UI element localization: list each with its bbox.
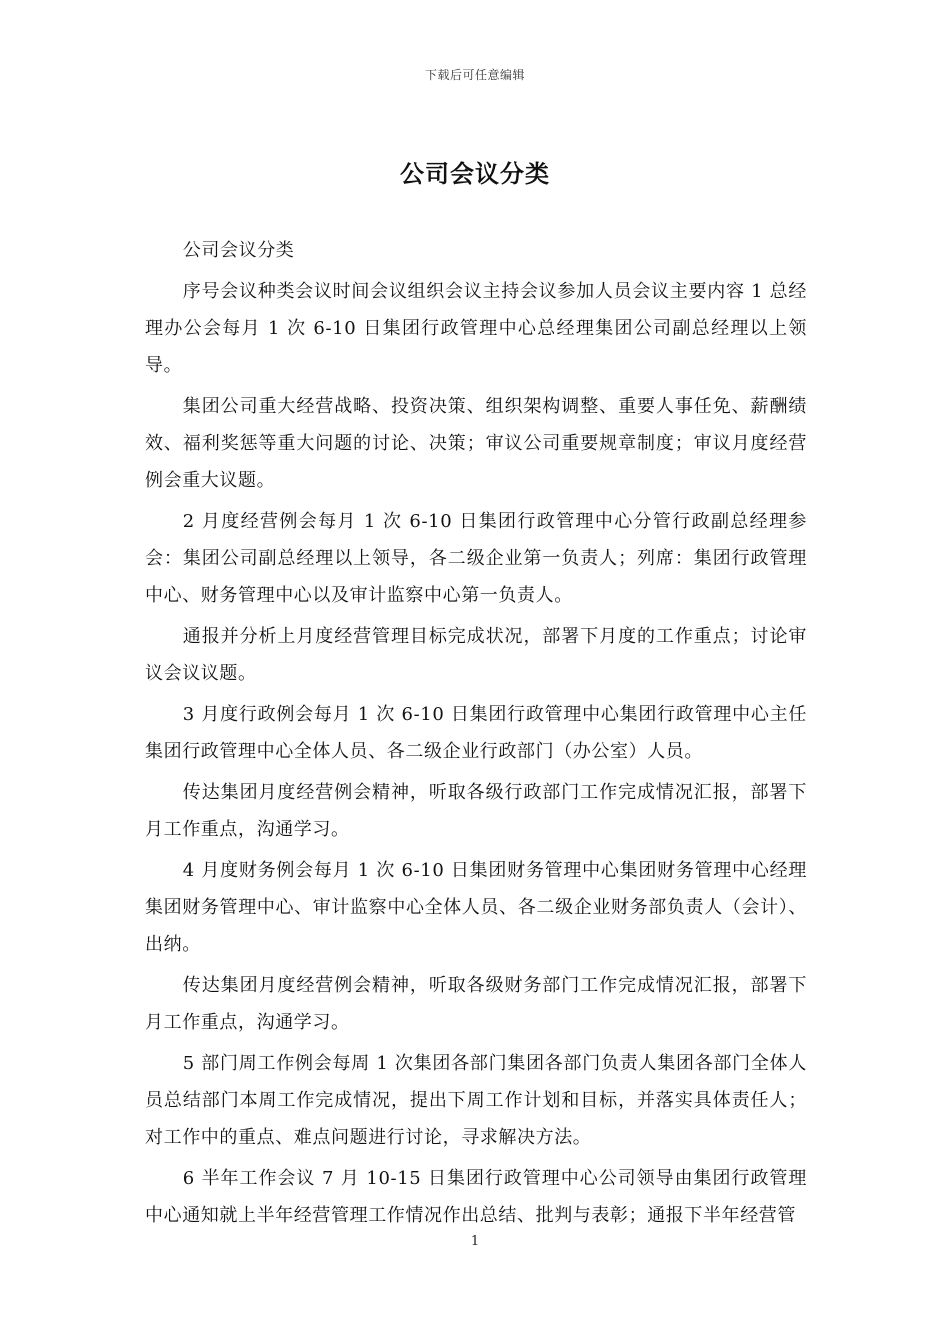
page-header-note: 下载后可任意编辑 bbox=[424, 68, 525, 82]
paragraph: 序号会议种类会议时间会议组织会议主持会议参加人员会议主要内容 1 总经理办公会每月 1 次 6-10 日集团行政管理中心总经理集团公司副总经理以上领导。 bbox=[145, 281, 807, 376]
paragraph: 6 半年工作会议 7 月 10-15 日集团行政管理中心公司领导由集团行政管理中心通知就上半年经营管理工作情况作出总结、批判与表彰；通报下半年经营管 bbox=[145, 1168, 807, 1226]
page-number: 1 bbox=[470, 1234, 480, 1249]
paragraph: 传达集团月度经营例会精神，听取各级行政部门工作完成情况汇报，部署下月工作重点，沟通学习。 bbox=[145, 782, 807, 840]
paragraph: 通报并分析上月度经营管理目标完成状况，部署下月度的工作重点；讨论审议会议议题。 bbox=[145, 626, 807, 684]
paragraph: 集团公司重大经营战略、投资决策、组织架构调整、重要人事任免、薪酬绩效、福利奖惩等重大问题的讨论、决策；审议公司重要规章制度；审议月度经营例会重大议题。 bbox=[145, 396, 807, 491]
paragraph: 2 月度经营例会每月 1 次 6-10 日集团行政管理中心分管行政副总经理参会：集团公司副总经理以上领导，各二级企业第一负责人；列席：集团行政管理中心、财务管理中心以及审计监察中心第一负责人。 bbox=[145, 511, 807, 606]
paragraph: 3 月度行政例会每月 1 次 6-10 日集团行政管理中心集团行政管理中心主任集团行政管理中心全体人员、各二级企业行政部门（办公室）人员。 bbox=[145, 704, 807, 762]
document-title: 公司会议分类 bbox=[400, 159, 550, 188]
document-body bbox=[145, 232, 807, 1238]
paragraph: 4 月度财务例会每月 1 次 6-10 日集团财务管理中心集团财务管理中心经理集团财务管理中心、审计监察中心全体人员、各二级企业财务部负责人（会计）、出纳。 bbox=[145, 860, 807, 955]
paragraph: 5 部门周工作例会每周 1 次集团各部门集团各部门负责人集团各部门全体人员总结部门本周工作完成情况，提出下周工作计划和目标，并落实具体责任人；对工作中的重点、难点问题进行讨论，寻求解决方法。 bbox=[145, 1053, 807, 1148]
paragraph: 公司会议分类 bbox=[182, 240, 295, 261]
paragraph: 传达集团月度经营例会精神，听取各级财务部门工作完成情况汇报，部署下月工作重点，沟通学习。 bbox=[145, 975, 807, 1033]
